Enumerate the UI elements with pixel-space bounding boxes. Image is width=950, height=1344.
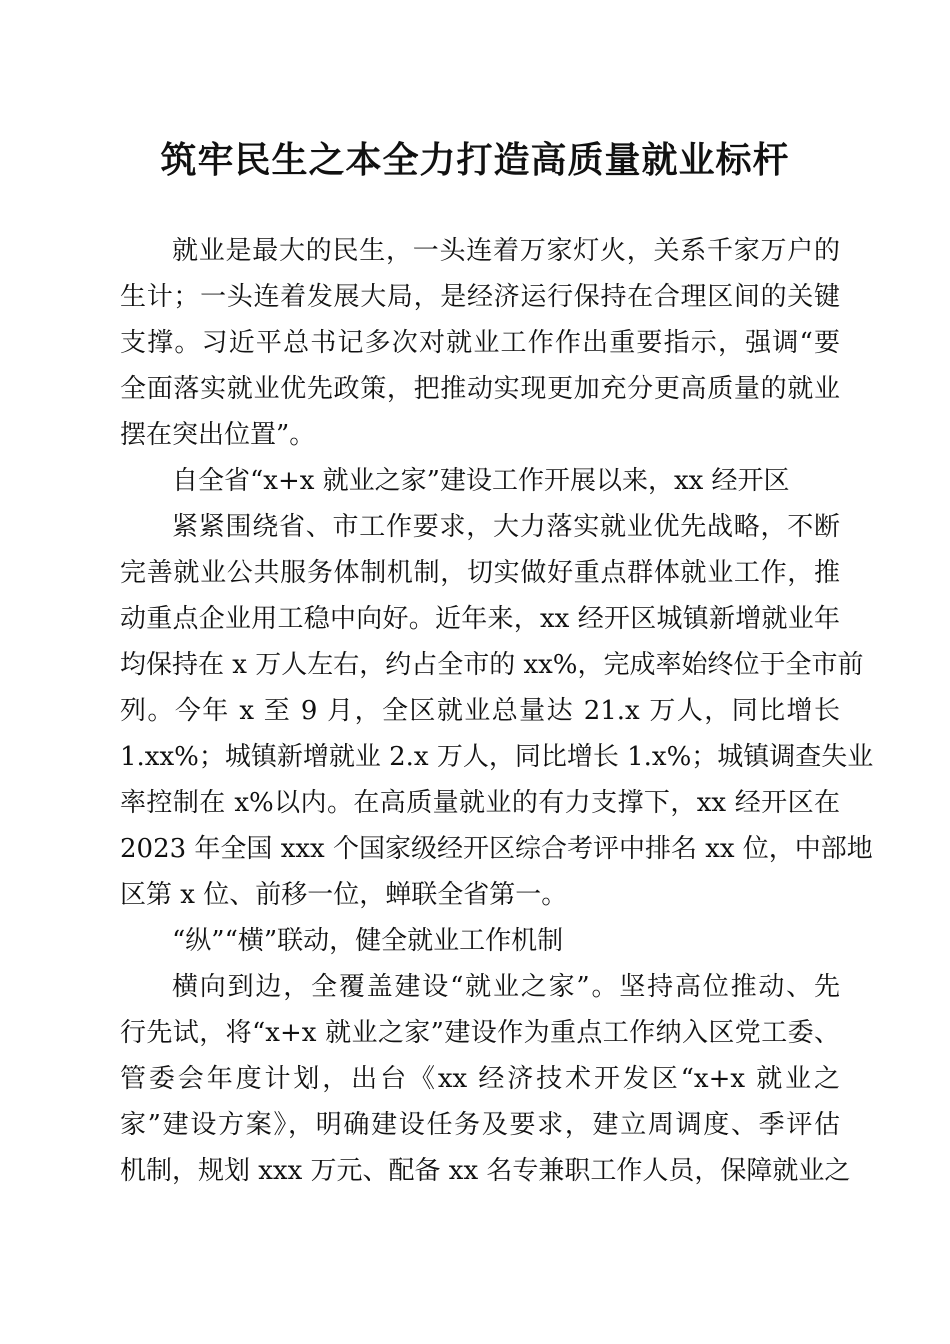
- paragraph-1-line-5: 摆在突出位置”。: [120, 420, 316, 450]
- paragraph-3-line-6: 1.xx%；城镇新增就业 2.x 万人，同比增长 1.x%；城镇调查失业: [120, 742, 874, 772]
- document-title: 筑牢民生之本全力打造高质量就业标杆: [160, 139, 790, 181]
- paragraph-4-line-3: 管委会年度计划，出台《xx 经济技术开发区“x+x 就业之: [120, 1064, 840, 1094]
- paragraph-1-line-3: 支撑。习近平总书记多次对就业工作作出重要指示，强调“要: [120, 328, 840, 358]
- document-body: [120, 228, 874, 1194]
- paragraph-4-line-5: 机制，规划 xxx 万元、配备 xx 名专兼职工作人员，保障就业之: [120, 1156, 851, 1186]
- paragraph-4-line-2: 行先试，将“x+x 就业之家”建设作为重点工作纳入区党工委、: [120, 1018, 840, 1048]
- paragraph-3-line-7: 率控制在 x%以内。在高质量就业的有力支撑下，xx 经开区在: [120, 788, 840, 818]
- paragraph-3-line-5: 列。今年 x 至 9 月，全区就业总量达 21.x 万人，同比增长: [120, 696, 840, 726]
- paragraph-3-line-9: 区第 x 位、前移一位，蝉联全省第一。: [120, 880, 568, 910]
- paragraph-4-line-4: 家”建设方案》，明确建设任务及要求，建立周调度、季评估: [120, 1110, 840, 1140]
- paragraph-3-line-1: 紧紧围绕省、市工作要求，大力落实就业优先战略，不断: [172, 512, 840, 542]
- paragraph-3-line-3: 动重点企业用工稳中向好。近年来，xx 经开区城镇新增就业年: [120, 604, 840, 634]
- paragraph-2-line-1: 自全省“x+x 就业之家”建设工作开展以来，xx 经开区: [172, 466, 790, 496]
- paragraph-1-line-2: 生计；一头连着发展大局，是经济运行保持在合理区间的关键: [120, 282, 840, 312]
- paragraph-3-line-8: 2023 年全国 xxx 个国家级经开区综合考评中排名 xx 位，中部地: [120, 834, 873, 864]
- paragraph-1-line-1: 就业是最大的民生，一头连着万家灯火，关系千家万户的: [172, 236, 840, 266]
- section-heading: “纵”“横”联动，健全就业工作机制: [172, 926, 564, 956]
- paragraph-3-line-2: 完善就业公共服务体制机制，切实做好重点群体就业工作，推: [120, 558, 840, 588]
- paragraph-3-line-4: 均保持在 x 万人左右，约占全市的 xx%，完成率始终位于全市前: [120, 650, 864, 680]
- paragraph-4-line-1: 横向到边，全覆盖建设“就业之家”。坚持高位推动、先: [172, 972, 840, 1002]
- paragraph-1-line-4: 全面落实就业优先政策，把推动实现更加充分更高质量的就业: [120, 374, 840, 404]
